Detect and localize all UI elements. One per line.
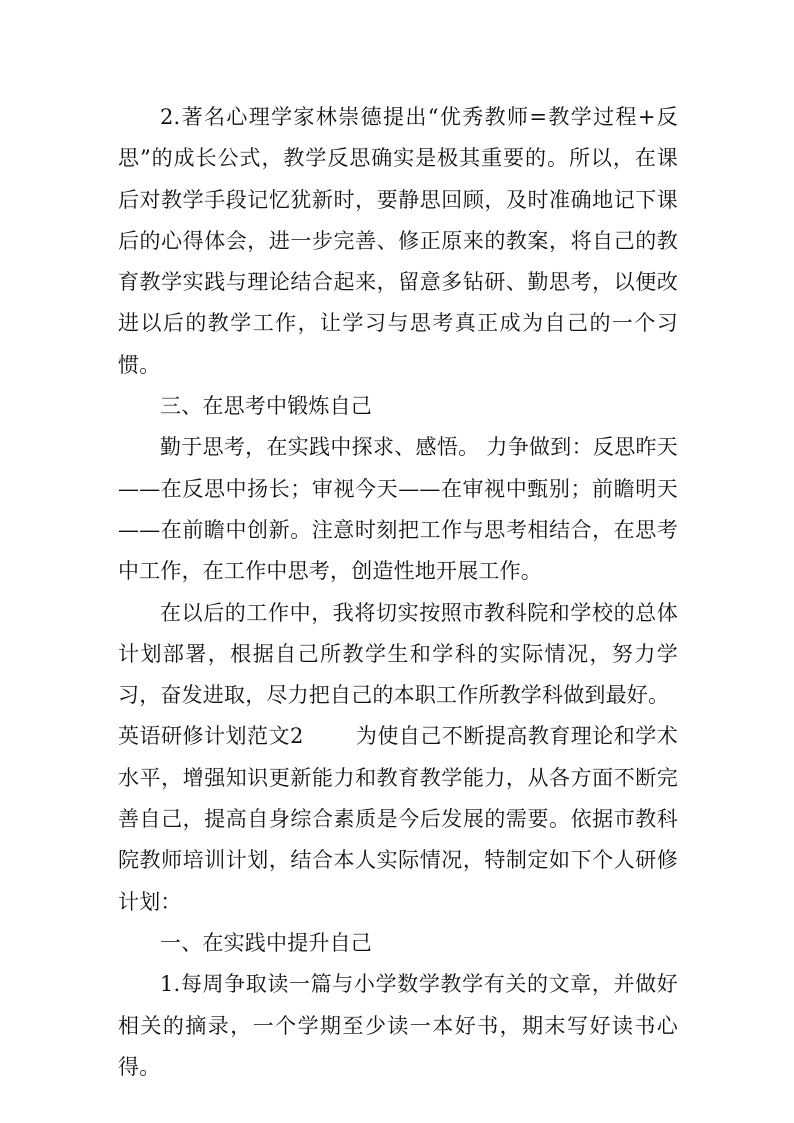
section-heading-3: 三、在思考中锻炼自己 <box>160 394 372 419</box>
paragraph-5: 1.每周争取读一篇与小学数学教学有关的文章，并做好相关的摘录，一个学期至少读一本好书，期末写好读书心得。 <box>118 972 678 1079</box>
sample-title: 英语研修计划范文2 <box>118 724 304 749</box>
paragraph-1: 2.著名心理学家林崇德提出“优秀教师=教学过程+反思”的成长公式，教学反思确实是极其重要的。所以，在课后对教学手段记忆犹新时，要静思回顾，及时准确地记下课后的心得体会，进一步完善、修正原来的教案，将自己的教育教学实践与理论结合起来，留意多钻研、勤思考，以便改进以后的教学工作，让学习与思考真正成为自己的一个习惯。 <box>118 105 678 377</box>
section-heading-1: 一、在实践中提升自己 <box>160 930 372 955</box>
paragraph-3: 在以后的工作中，我将切实按照市教科院和学校的总体计划部署，根据自己所教学生和学科的实际情况，努力学习，奋发进取，尽力把自己的本职工作所教学科做到最好。 <box>118 600 678 708</box>
paragraph-2: 勤于思考，在实践中探求、感悟。 力争做到：反思昨天——在反思中扬长；审视今天——在审视中甄别；前瞻明天——在前瞻中创新。注意时刻把工作与思考相结合，在思考中工作，在工作中思考，创造性地开展工作。 <box>118 435 678 584</box>
sample-body: 为使自己不断提高教育理论和学术水平，增强知识更新能力和教育教学能力，从各方面不断完善自己，提高自身综合素质是今后发展的需要。依据市教科院教师培训计划，结合本人实际情况，特制定如下个人研修计划： <box>118 724 678 914</box>
paragraph-4 <box>118 716 678 922</box>
document-body <box>118 97 678 1088</box>
